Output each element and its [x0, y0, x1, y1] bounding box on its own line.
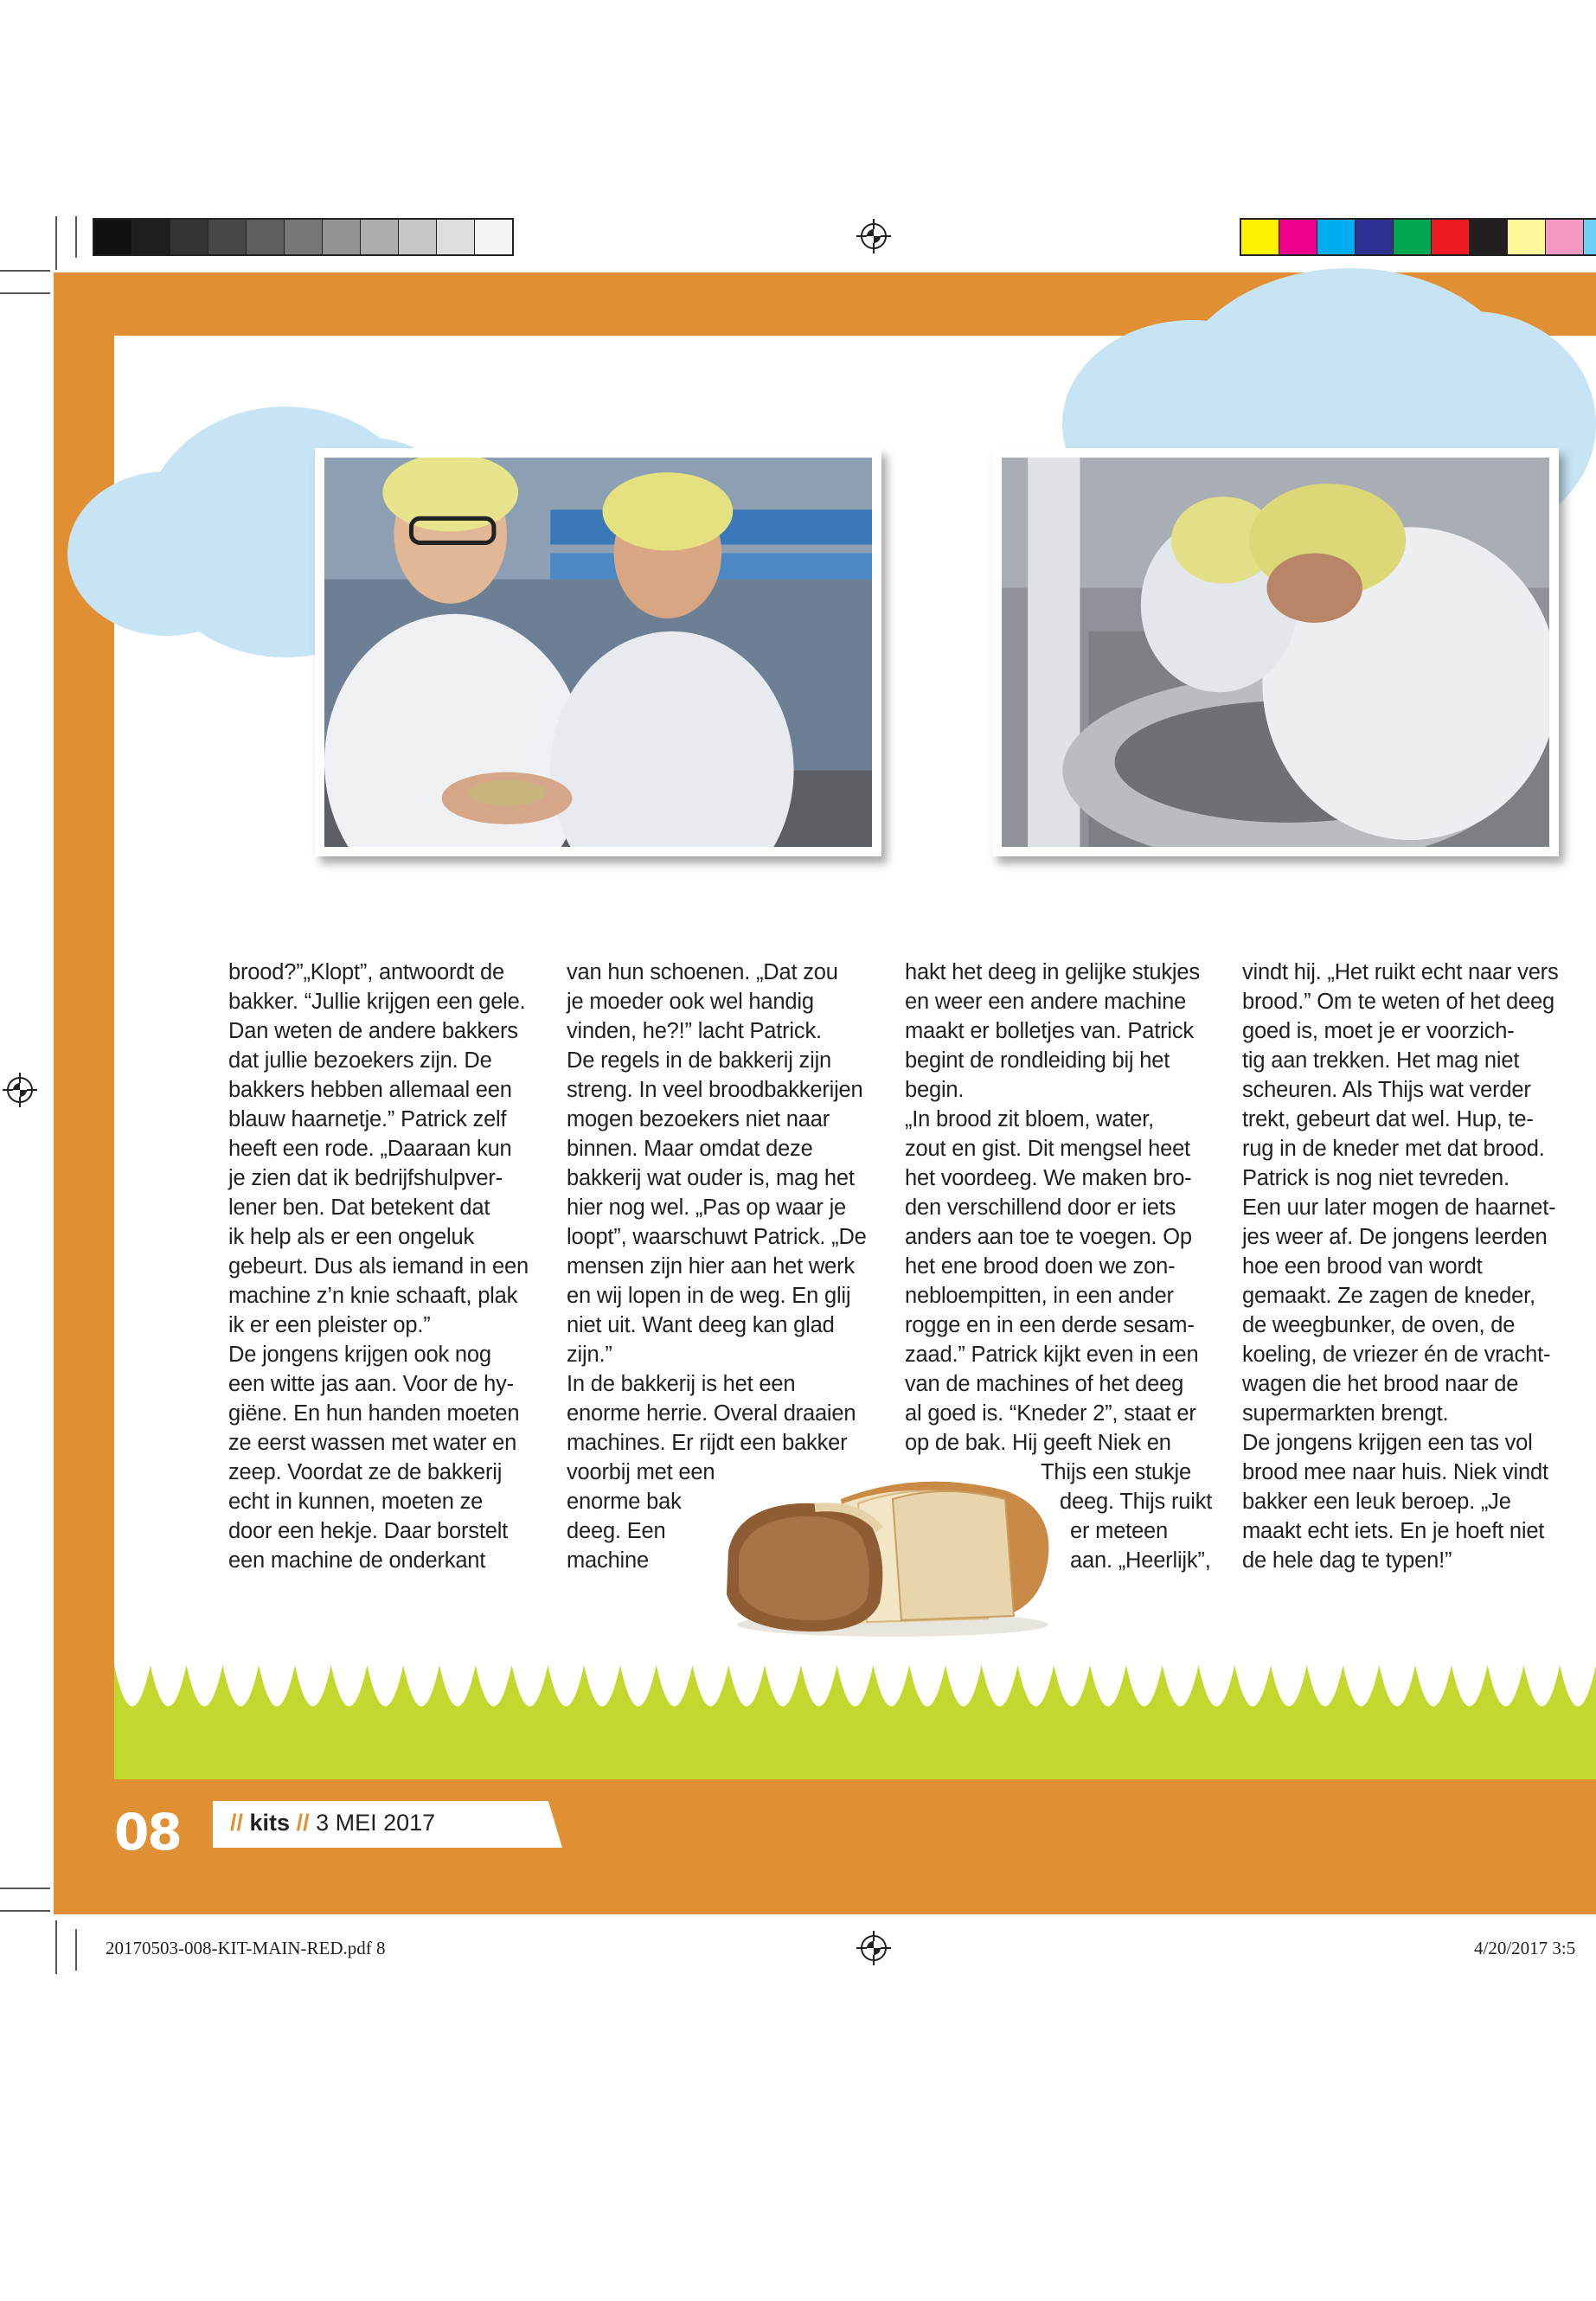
grass-strip [114, 1665, 1596, 1779]
article-column-3-tail [1041, 1458, 1214, 1575]
gray-swatch [361, 220, 399, 254]
gray-swatch [94, 220, 132, 254]
footer-slash: // [230, 1810, 244, 1836]
crop-mark [0, 1888, 50, 1889]
color-swatch [1241, 220, 1279, 254]
article-column-1: brood?”„Klopt”, antwoordt de bakker. “Jullie krijgen een gele. Dan weten de andere bakkers dat jullie bezoekers zijn. De bakkers hebben allemaal een blauw haarnetje.” Patrick zelf heeft een rode. „Daaraan kun je zien dat ik bedrijfshulpver- lener ben. Dat betekent dat ik help als er een ongeluk gebeurt. Dus als iemand in een machine z’n knie schaaft, plak ik er een pleister op.” De jongens krijgen ook nog een witte jas aan. Voor de hy- giëne. En hun handen moeten ze eerst wassen met water en zeep. Voordat ze de bakkerij echt in kunnen, moeten ze door een hekje. Daar borstelt een machine de onderkant [228, 960, 529, 1573]
text-line: er meteen [1070, 1519, 1169, 1543]
gray-swatch [132, 220, 170, 254]
footer-date: 3 MEI 2017 [316, 1810, 436, 1836]
gray-swatch [399, 220, 437, 254]
gray-swatch [475, 220, 512, 254]
article-column-3: hakt het deeg in gelijke stukjes en weer een andere machine maakt er bolletjes van. Patrick begint de rondleiding bij het begin. „In brood zit bloem, water, zout en gist. Dit mengsel heet het voordeeg. We maken bro- den verschillend door er iets anders aan toe te voegen. Op het ene brood doen we zon- nebloempitten, in een ander rogge en in een derde sesam- zaad.” Patrick kijkt even in een van de machines of het deeg al goed is. “Kneder 2”, staat er op de bak. Hij geeft Niek en [905, 960, 1200, 1455]
footer-slash: // [296, 1810, 310, 1836]
slug-filename: 20170503-008-KIT-MAIN-RED.pdf 8 [106, 1938, 386, 1958]
crop-mark [55, 216, 57, 270]
color-swatch [1394, 220, 1432, 254]
registration-mark-icon [3, 1073, 37, 1107]
color-swatch [1470, 220, 1508, 254]
footer-publication-info [230, 1810, 435, 1836]
grayscale-calibration-bar [93, 218, 514, 256]
color-swatch [1432, 220, 1470, 254]
photo-boys-holding-grain [315, 448, 881, 856]
color-swatch [1546, 220, 1584, 254]
photo-boys-at-kneader [992, 448, 1559, 856]
footer-brand: kits [249, 1810, 291, 1836]
color-swatch [1508, 220, 1546, 254]
gray-swatch [323, 220, 361, 254]
text-line: aan. „Heerlijk”, [1070, 1548, 1211, 1573]
gray-swatch [208, 220, 247, 254]
crop-mark [0, 292, 50, 294]
color-calibration-bar [1240, 218, 1596, 256]
crop-mark [75, 216, 77, 258]
color-swatch [1279, 220, 1317, 254]
gray-swatch [285, 220, 323, 254]
gray-swatch [437, 220, 475, 254]
gray-swatch [170, 220, 208, 254]
article-column-2: van hun schoenen. „Dat zou je moeder ook wel handig vinden, he?!” lacht Patrick. De regels in de bakkerij zijn streng. In veel broodbakkerijen mogen bezoekers niet naar binnen. Maar omdat deze bakkerij wat ouder is, mag het hier nog wel. „Pas op waar je loopt”, waarschuwt Patrick. „De mensen zijn hier aan het werk en wij lopen in de weg. En glij niet uit. Want deeg kan glad zijn.” In de bakkerij is het een enorme herrie. Overal draaien machines. Er rijdt een bakker voorbij met een enorme bak deeg. Een machine [567, 960, 867, 1573]
text-line: deeg. Thijs ruikt [1060, 1490, 1213, 1514]
color-swatch [1356, 220, 1394, 254]
gray-swatch [247, 220, 285, 254]
color-swatch [1584, 220, 1596, 254]
crop-mark [0, 1910, 50, 1912]
sliced-bread-image [720, 1473, 1059, 1642]
page-number: 08 [114, 1803, 181, 1862]
slug-timestamp: 4/20/2017 3:5 [1474, 1938, 1576, 1958]
article-column-4: vindt hij. „Het ruikt echt naar vers brood.” Om te weten of het deeg goed is, moet je er voorzich- tig aan trekken. Het mag niet scheuren. Als Thijs wat verder trekt, gebeurt dat wel. Hup, te- rug in de kneder met dat brood. Patrick is nog niet tevreden. Een uur later mogen de haarnet- jes weer af. De jongens leerden hoe een brood van wordt gemaakt. Ze zagen de kneder, de weegbunker, de oven, de koeling, de vriezer én de vracht- wagen die het brood naar de supermarkten brengt. De jongens krijgen een tas vol brood mee naar huis. Niek vindt bakker een leuk beroep. „Je maakt echt iets. En je hoeft niet de hele dag te typen!” [1242, 960, 1559, 1573]
color-swatch [1317, 220, 1356, 254]
crop-mark [0, 270, 50, 272]
crop-mark [55, 1920, 57, 1974]
text-line: Thijs een stukje [1041, 1460, 1191, 1484]
crop-mark [75, 1929, 77, 1971]
registration-mark-icon [856, 219, 891, 253]
registration-mark-icon [856, 1931, 891, 1965]
